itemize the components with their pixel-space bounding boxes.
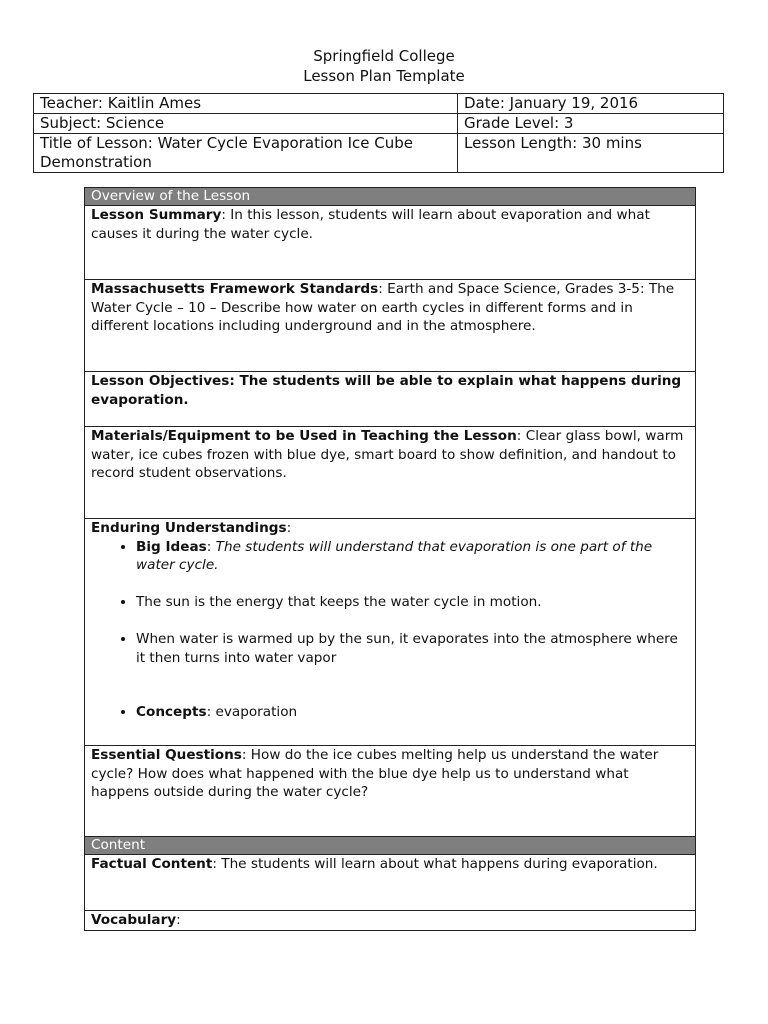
lesson-summary-text: : In this lesson, students will learn about evaporation and what causes it during the water cycle. [91, 207, 650, 242]
lesson-summary-label: Lesson Summary [91, 207, 222, 223]
list-item: • The sun is the energy that keeps the water cycle in motion. [136, 593, 689, 612]
enduring-list [91, 538, 689, 722]
concepts-text: : evaporation [206, 704, 298, 720]
teacher-cell: Teacher: Kaitlin Ames [34, 94, 458, 114]
enduring-row [85, 519, 696, 746]
vocabulary-cell [85, 911, 696, 931]
enduring-cell [85, 519, 696, 746]
concepts-label: Concepts [136, 704, 207, 720]
vocabulary-label: Vocabulary [91, 912, 177, 928]
factual-content-text: : The students will learn about what happens during evaporation. [212, 856, 658, 872]
enduring-heading [91, 519, 689, 538]
standards-text: : Earth and Space Science, Grades 3-5: The Water Cycle – 10 – Describe how water on earth cycles in different forms and in different locations including underground and in the atmosphere. [91, 281, 675, 334]
grade-cell: Grade Level: 3 [458, 114, 724, 134]
lesson-title-cell: Title of Lesson: Water Cycle Evaporation Ice Cube Demonstration [34, 134, 458, 173]
essential-questions-text: : How do the ice cubes melting help us understand the water cycle? How does what happened with the blue dye help us to understand what happens outside during the water cycle? [91, 747, 659, 800]
vocabulary-row [85, 911, 696, 931]
essential-questions-row [85, 746, 696, 837]
objectives-row [85, 372, 696, 427]
enduring-label: Enduring Understandings [91, 520, 287, 536]
lesson-info-table [33, 93, 724, 173]
essential-questions-label: Essential Questions [91, 747, 242, 763]
content-heading: Content [85, 837, 696, 855]
section-header-overview [85, 188, 696, 206]
standards-row [85, 280, 696, 372]
list-item: • When water is warmed up by the sun, it evaporates into the atmosphere where it then turns into water vapor [136, 630, 689, 667]
lesson-length-cell: Lesson Length: 30 mins [458, 134, 724, 173]
big-ideas-label: Big Ideas [136, 538, 207, 555]
materials-text: : Clear glass bowl, warm water, ice cubes frozen with blue dye, smart board to show definition, and handout to record student observations. [91, 428, 684, 481]
factual-content-row [85, 855, 696, 911]
lesson-summary-cell [85, 206, 696, 280]
list-item [136, 703, 689, 722]
date-cell: Date: January 19, 2016 [458, 94, 724, 114]
materials-cell [85, 427, 696, 519]
overview-heading: Overview of the Lesson [85, 188, 696, 206]
subject-cell: Subject: Science [34, 114, 458, 134]
enduring-colon: : [286, 520, 292, 536]
essential-questions-cell [85, 746, 696, 837]
lesson-summary-row [85, 206, 696, 280]
factual-content-label: Factual Content [91, 856, 213, 872]
objectives-cell [85, 372, 696, 427]
big-ideas-colon: : [206, 538, 216, 555]
big-ideas-text: The students will understand that evaporation is one part of the water cycle. [136, 538, 653, 573]
materials-label: Materials/Equipment to be Used in Teaching the Lesson [91, 428, 517, 444]
info-row [34, 114, 724, 134]
info-row [34, 94, 724, 114]
standards-label: Massachusetts Framework Standards [91, 281, 379, 297]
college-name: Springfield College [313, 47, 455, 65]
vocabulary-colon: : [176, 912, 181, 928]
objectives-text: Lesson Objectives: The students will be able to explain what happens during evaporation. [91, 373, 682, 408]
list-item [136, 538, 689, 575]
materials-row [85, 427, 696, 519]
template-title: Lesson Plan Template [303, 67, 465, 85]
info-row [34, 134, 724, 173]
standards-cell [85, 280, 696, 372]
lesson-plan-table [84, 187, 696, 931]
section-header-content [85, 837, 696, 855]
document-header [0, 46, 768, 86]
factual-content-cell [85, 855, 696, 911]
